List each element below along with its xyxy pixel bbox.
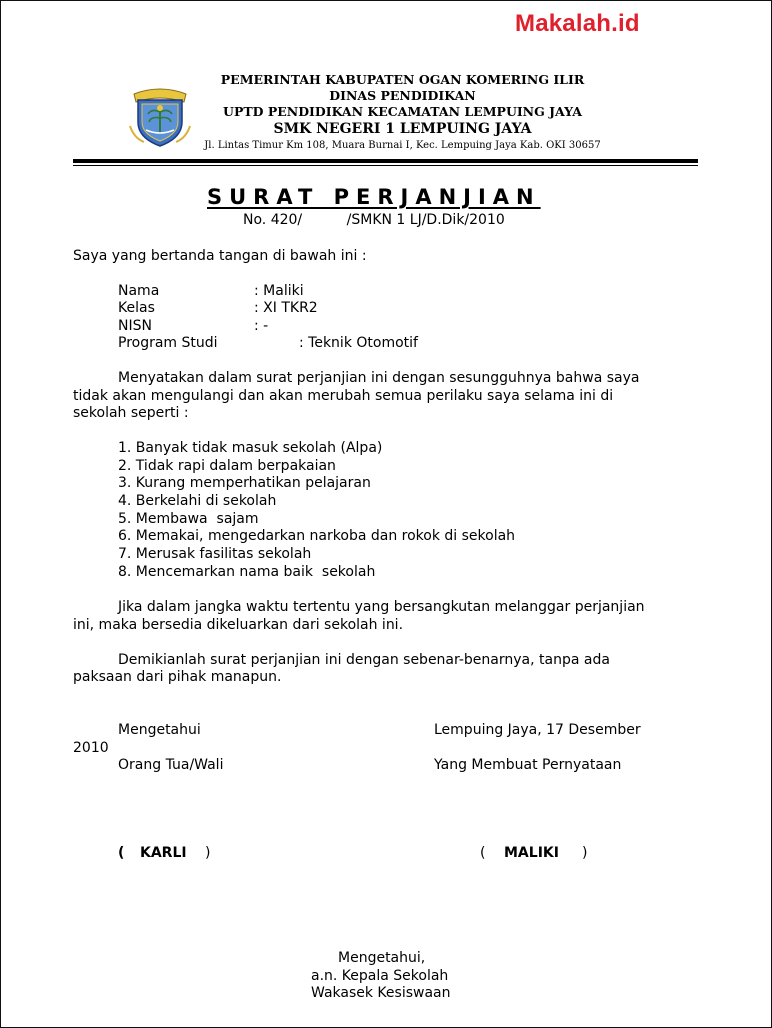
list-item: 3. Kurang memperhatikan pelajaran: [118, 475, 371, 491]
list-item: 8. Mencemarkan nama baik sekolah: [118, 564, 376, 580]
footer-vice-principal: Wakasek Kesiswaan: [311, 985, 451, 1001]
paragraph-closing-line-2: paksaan dari pihak manapun.: [73, 669, 282, 685]
footer-on-behalf-principal: a.n. Kepala Sekolah: [311, 968, 449, 984]
paragraph-closing-line-1: Demikianlah surat perjanjian ini dengan sebenar-benarnya, tanpa ada: [118, 652, 610, 668]
letterhead-line-uptd: UPTD PENDIDIKAN KECAMATAN LEMPUING JAYA: [223, 104, 582, 119]
statement-line-1: Menyatakan dalam surat perjanjian ini dengan sesungguhnya bahwa saya: [118, 370, 640, 386]
list-item: 5. Membawa sajam: [118, 511, 259, 527]
signature-right-paren-close: ): [582, 845, 588, 861]
watermark: Makalah.id: [515, 10, 640, 37]
letterhead-divider-thick: [73, 159, 698, 163]
signature-right-paren-open: (: [480, 845, 486, 861]
signature-place-date: Lempuing Jaya, 17 Desember: [434, 722, 641, 738]
identity-value-nama: : Maliki: [254, 283, 304, 299]
statement-line-2: tidak akan mengulangi dan akan merubah semua perilaku saya selama ini di: [73, 388, 614, 404]
list-item: 7. Merusak fasilitas sekolah: [118, 546, 312, 562]
identity-label-kelas: Kelas: [118, 300, 155, 316]
document-title: SURAT PERJANJIAN: [207, 185, 541, 209]
identity-value-kelas: : XI TKR2: [254, 300, 318, 316]
document-number: No. 420/ /SMKN 1 LJ/D.Dik/2010: [243, 212, 505, 228]
paragraph-violation-line-1: Jika dalam jangka waktu tertentu yang bersangkutan melanggar perjanjian: [118, 599, 645, 615]
school-emblem-logo: [124, 82, 196, 148]
signature-left-role: Orang Tua/Wali: [118, 757, 224, 773]
letterhead-divider-thin: [73, 165, 698, 166]
identity-value-nisn: : -: [254, 318, 269, 334]
signature-left-paren-close: ): [205, 845, 211, 861]
identity-label-nama: Nama: [118, 283, 160, 299]
identity-value-program: : Teknik Otomotif: [299, 335, 418, 351]
intro-text: Saya yang bertanda tangan di bawah ini :: [73, 248, 367, 264]
footer-acknowledged: Mengetahui,: [338, 950, 426, 966]
letterhead-line-government: PEMERINTAH KABUPATEN OGAN KOMERING ILIR: [220, 72, 585, 87]
statement-line-3: sekolah seperti :: [73, 405, 189, 421]
signature-date-year: 2010: [73, 740, 109, 756]
signature-left-name: KARLI: [140, 845, 187, 861]
list-item: 1. Banyak tidak masuk sekolah (Alpa): [118, 440, 383, 456]
signature-left-paren-open: (: [118, 845, 125, 861]
signature-left-heading: Mengetahui: [118, 722, 201, 738]
letterhead-school-name: SMK NEGERI 1 LEMPUING JAYA: [273, 121, 532, 137]
letterhead-line-department: DINAS PENDIDIKAN: [329, 88, 476, 103]
list-item: 6. Memakai, mengedarkan narkoba dan rokok di sekolah: [118, 528, 516, 544]
identity-label-program: Program Studi: [118, 335, 218, 351]
signature-right-role: Yang Membuat Pernyataan: [434, 757, 622, 773]
letterhead-address: Jl. Lintas Timur Km 108, Muara Burnai I, Kec. Lempuing Jaya Kab. OKI 30657: [204, 140, 601, 151]
identity-label-nisn: NISN: [118, 318, 152, 334]
letterhead: [200, 72, 605, 153]
signature-right-name: MALIKI: [504, 845, 559, 861]
list-item: 2. Tidak rapi dalam berpakaian: [118, 458, 336, 474]
paragraph-violation-line-2: ini, maka bersedia dikeluarkan dari sekolah ini.: [73, 617, 404, 633]
list-item: 4. Berkelahi di sekolah: [118, 493, 277, 509]
